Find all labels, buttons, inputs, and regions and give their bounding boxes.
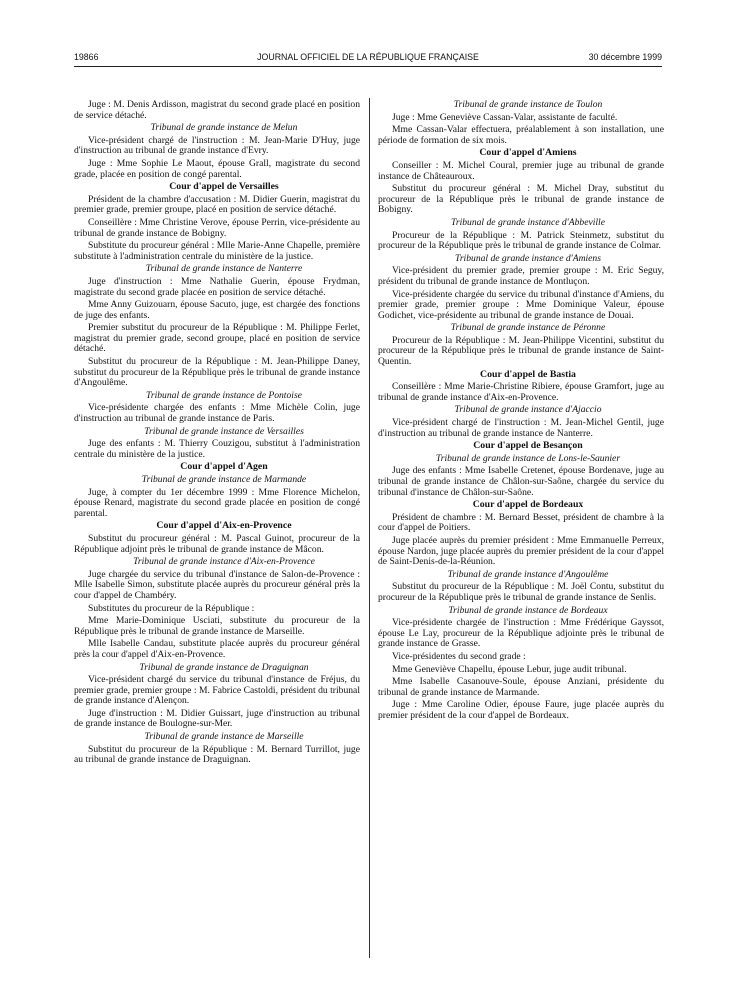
appointment-paragraph: Mme Cassan-Valar effectuera, préalablement à son installation, une période de formation de six mois. <box>378 124 664 146</box>
appointment-paragraph: Mme Anny Guizouarn, épouse Sacuto, juge, est chargée des fonctions de juge des enfants. <box>74 299 360 321</box>
appointment-paragraph: Procureur de la République : M. Patrick Steinmetz, substitut du procureur de la République près le tribunal de grande instance de Colmar. <box>378 229 664 252</box>
appointment-paragraph: Substitut du procureur de la République : M. Joël Contu, substitut du procureur de la République près le tribunal de grande instance de Senlis. <box>378 581 664 603</box>
appointment-paragraph: Procureur de la République : M. Jean-Philippe Vicentini, substitut du procureur de la République près le tribunal de grande instance de Saint-Quentin. <box>378 334 664 368</box>
appointment-paragraph: Vice-président chargé du service du tribunal d'instance de Fréjus, du premier grade, premier groupe : M. Fabrice Castoldi, président du tribunal de grande instance d'Alençon. <box>74 674 360 707</box>
appointment-paragraph: Vice-président chargé de l'instruction : M. Jean-Michel Gentil, juge d'instruction au tribunal de grande instance de Nanterre. <box>378 417 664 439</box>
appointment-paragraph: Substitut du procureur de la République : M. Bernard Turrillot, juge au tribunal de grande instance de Draguignan. <box>74 743 360 766</box>
appointment-paragraph: Juge d'instruction : M. Didier Guissart, juge d'instruction au tribunal de grande instance de Boulogne-sur-Mer. <box>74 707 360 730</box>
court-heading: Tribunal de grande instance de Bordeaux <box>448 604 608 616</box>
appointment-paragraph: Juge : Mme Caroline Odier, épouse Faure, juge placée auprès du premier président de la cour d'appel de Bordeaux. <box>378 699 664 721</box>
column-divider <box>369 98 370 958</box>
appointment-paragraph: Juge : Mme Sophie Le Maout, épouse Grall, magistrate du second grade, placée en position de congé parental. <box>74 157 360 180</box>
appointment-paragraph: Mme Geneviève Chapellu, épouse Lebur, juge audit tribunal. <box>392 663 627 675</box>
appointment-paragraph: Vice-présidente chargée du service du tribunal d'instance d'Amiens, du premier grade, premier groupe : Mme Dominique Valeur, épouse Godichet, vice-présidente au tribunal de grande instance de Douai. <box>378 288 664 321</box>
court-heading: Tribunal de grande instance de Marmande <box>141 474 307 485</box>
appointment-paragraph: Juge chargée du service du tribunal d'instance de Salon-de-Provence : Mlle Isabelle Simon, substitute placée auprès du procureur général près la cour d'appel de Chambéry. <box>74 568 360 601</box>
right-column <box>378 100 664 723</box>
court-heading: Tribunal de grande instance de Marseille <box>144 731 304 743</box>
appointment-paragraph: Premier substitut du procureur de la République : M. Philippe Ferlet, magistrat du premier grade, second groupe, placé en position de service détaché. <box>74 322 360 355</box>
appointment-paragraph: Conseillère : Mme Marie-Christine Ribiere, épouse Gramfort, juge au tribunal de grande instance d'Aix-en-Provence. <box>378 381 664 403</box>
appointment-paragraph: Mme Marie-Dominique Usciati, substitute du procureur de la République près le tribunal de grande instance de Marseille. <box>74 615 360 637</box>
appeal-court-heading: Cour d'appel de Bastia <box>480 368 576 380</box>
appointment-paragraph: Substitute du procureur général : Mlle Marie-Anne Chapelle, première substitute à l'administration centrale du ministère de la justice. <box>74 240 360 262</box>
court-heading: Tribunal de grande instance de Melun <box>150 122 298 134</box>
court-heading: Tribunal de grande instance de Pontoise <box>146 389 302 401</box>
appeal-court-heading: Cour d'appel d'Aix-en-Provence <box>156 520 292 532</box>
appointment-paragraph: Vice-président chargé de l'instruction : M. Jean-Marie D'Huy, juge d'instruction au tribunal de grande instance d'Evry. <box>74 134 360 157</box>
appeal-court-heading: Cour d'appel de Bordeaux <box>472 499 584 511</box>
appointment-paragraph: Président de chambre : M. Bernard Besset, président de chambre à la cour d'appel de Poitiers. <box>378 511 664 534</box>
court-heading: Tribunal de grande instance d'Aix-en-Provence <box>133 556 315 568</box>
appointment-paragraph: Juge d'instruction : Mme Nathalie Guerin, épouse Frydman, magistrate du second grade placée en position de service détaché. <box>74 275 360 298</box>
appointment-paragraph: Juge : Mme Geneviève Cassan-Valar, assistante de faculté. <box>392 111 618 123</box>
appointment-paragraph: Vice-présidente chargée des enfants : Mme Michèle Colin, juge d'instruction au tribunal de grande instance de Paris. <box>74 402 360 425</box>
appointment-paragraph: Vice-présidente chargée de l'instruction : Mme Frédérique Gayssot, épouse Le Lay, procureur de la République adjointe près le tribunal de grande instance de Grasse. <box>378 617 664 650</box>
appointment-paragraph: Substitut du procureur de la République : M. Jean-Philippe Daney, substitut du procureur de la République près le tribunal de grande instance d'Angoulême. <box>74 356 360 389</box>
appointment-paragraph: Juge, à compter du 1er décembre 1999 : Mme Florence Michelon, épouse Renard, magistrate du second grade placée en position de congé parental. <box>74 486 360 519</box>
court-heading: Tribunal de grande instance de Draguignan <box>139 661 309 673</box>
appointment-paragraph: Vice-président du premier grade, premier groupe : M. Eric Seguy, président du tribunal de grande instance de Montluçon. <box>378 265 664 287</box>
court-heading: Tribunal de grande instance de Versailles <box>144 425 304 437</box>
appointment-paragraph: Substitut du procureur général : M. Michel Dray, substitut du procureur de la République près le tribunal de grande instance de Bobigny. <box>378 183 664 216</box>
court-heading: Tribunal de grande instance de Toulon <box>453 99 603 110</box>
appointment-paragraph: Substitutes du procureur de la République : <box>88 602 255 614</box>
court-heading: Tribunal de grande instance d'Ajaccio <box>454 404 602 416</box>
appeal-court-heading: Cour d'appel de Besançon <box>473 440 583 452</box>
court-heading: Tribunal de grande instance d'Abbeville <box>451 216 605 228</box>
page-number: 19866 <box>74 52 99 62</box>
appointment-paragraph: Juge : M. Denis Ardisson, magistrat du second grade placé en position de service détaché. <box>74 99 360 121</box>
left-column <box>74 100 360 768</box>
court-heading: Tribunal de grande instance d'Amiens <box>455 252 601 264</box>
court-heading: Tribunal de grande instance de Lons-le-Saunier <box>435 452 621 464</box>
issue-date: 30 décembre 1999 <box>588 52 662 62</box>
court-heading: Tribunal de grande instance de Péronne <box>450 322 606 334</box>
page-header <box>74 52 662 66</box>
court-heading: Tribunal de grande instance de Nanterre <box>145 263 303 275</box>
appointment-paragraph: Mme Isabelle Casanouve-Soule, épouse Anziani, présidente du tribunal de grande instance de Marmande. <box>378 676 664 698</box>
appointment-paragraph: Conseillère : Mme Christine Verove, épouse Perrin, vice-présidente au tribunal de grande instance de Bobigny. <box>74 216 360 239</box>
appointment-paragraph: Juge des enfants : Mme Isabelle Cretenet, épouse Bordenave, juge au tribunal de grande instance de Châlon-sur-Saône, chargée du service du tribunal d'instance de Châlon-sur-Saône. <box>378 465 664 498</box>
appointment-paragraph: Vice-présidentes du second grade : <box>392 650 526 662</box>
appeal-court-heading: Cour d'appel de Versailles <box>169 181 279 193</box>
appointment-paragraph: Mlle Isabelle Candau, substitute placée auprès du procureur général près la cour d'appel d'Aix-en-Provence. <box>74 638 360 660</box>
appeal-court-heading: Cour d'appel d'Amiens <box>479 147 577 159</box>
header-rule <box>74 66 662 67</box>
appeal-court-heading: Cour d'appel d'Agen <box>180 461 268 473</box>
appointment-paragraph: Juge des enfants : M. Thierry Couzigou, substitut à l'administration centrale du ministère de la justice. <box>74 438 360 460</box>
appointment-paragraph: Conseiller : M. Michel Coural, premier juge au tribunal de grande instance de Châteauroux. <box>378 159 664 182</box>
appointment-paragraph: Juge placée auprès du premier président : Mme Emmanuelle Perreux, épouse Nardon, juge placée auprès du premier président de la cour d'appel de Saint-Denis-de-la-Réunion. <box>378 534 664 568</box>
court-heading: Tribunal de grande instance d'Angoulême <box>447 568 609 580</box>
appointment-paragraph: Président de la chambre d'accusation : M. Didier Guerin, magistrat du premier grade, premier groupe, placé en position de service détaché. <box>74 193 360 216</box>
appointment-paragraph: Substitut du procureur général : M. Pascal Guinot, procureur de la République adjoint près le tribunal de grande instance de Mâcon. <box>74 532 360 555</box>
journal-title: JOURNAL OFFICIEL DE LA RÉPUBLIQUE FRANÇAISE <box>257 52 479 62</box>
